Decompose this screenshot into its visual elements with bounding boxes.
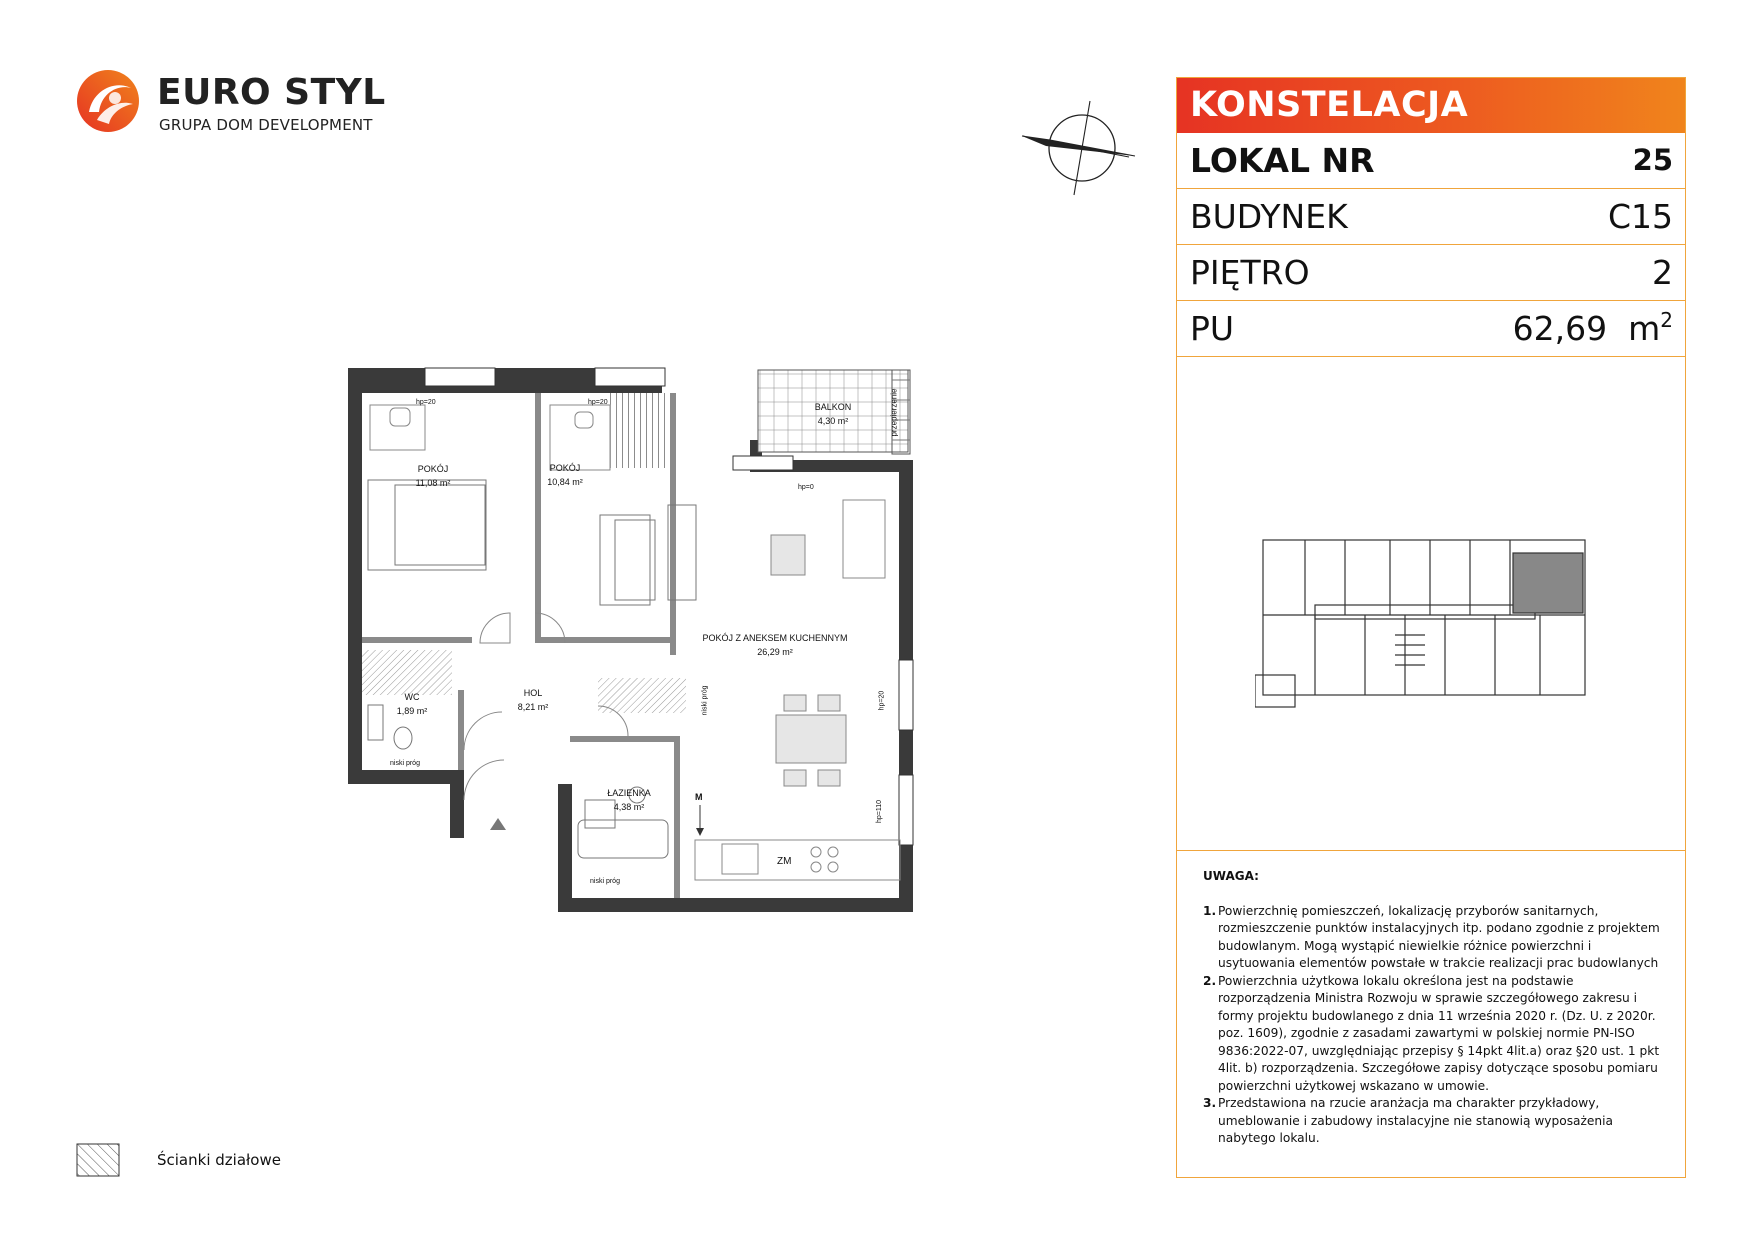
- row-label: BUDYNEK: [1190, 197, 1348, 236]
- room-name: ŁAZIENKA: [607, 788, 651, 798]
- floor-row: [1177, 245, 1685, 301]
- note-text: Powierzchnię pomieszczeń, lokalizację przyborów sanitarnych, rozmieszczenie punktów instalacyjnych itp. podano zgodnie z projektem budowlanym. Mogą wystąpić niewielkie różnice powierzchni i usytuowania elementów powstałe w trakcie realizacji prac budowlanych: [1218, 903, 1660, 970]
- partition-wall-swatch: [76, 1143, 120, 1177]
- note-number: 2.: [1203, 973, 1217, 988]
- project-title: KONSTELACJA: [1177, 78, 1685, 133]
- sill-height-label: hp=20: [588, 399, 608, 406]
- notes: [1203, 868, 1663, 1148]
- room-name: HOL: [523, 688, 543, 698]
- floor-plan: [340, 360, 940, 920]
- room-label: [387, 691, 437, 718]
- building-key-plan: [1255, 535, 1597, 710]
- note-number: 1.: [1203, 903, 1217, 918]
- m-mark-label: M: [695, 792, 703, 802]
- usable-area-row: [1177, 301, 1685, 357]
- row-label: PU: [1190, 309, 1235, 348]
- room-area: 1,89 m²: [396, 705, 428, 716]
- sill-height-label: hp=110: [876, 799, 884, 824]
- room-name: WC: [404, 692, 420, 702]
- area-value: 62,69: [1512, 309, 1608, 348]
- room-area: 26,29 m²: [757, 646, 793, 657]
- note-item: [1203, 903, 1663, 973]
- brand-logo: [75, 68, 395, 138]
- room-label: [594, 787, 664, 814]
- note-item: [1203, 1095, 1663, 1148]
- row-value: 2: [1652, 253, 1673, 292]
- room-label: [685, 632, 865, 659]
- low-sill-label: niski próg: [590, 878, 620, 885]
- brand-name: EURO STYL: [157, 72, 386, 113]
- note-text: Powierzchnia użytkowa lokalu określona jest na podstawie rozporządzenia Ministra Rozwoju w sprawie szczegółowego zakresu i formy projektu budowlanego z dnia 11 września 2020 r. (Dz. U. z 2020r. poz. 1609), zgodnie z zasadami zawartymi w polskiej normie PN-ISO 9836:2022-07, uwzględniając przepisy § 14pkt 4lit.a) oraz §20 ust. 1 pkt 4lit. b) rozporządzenia. Szczegółowe zapisy dotyczące sposobu pomiaru powierzchni użytkowej wskazano w umowie.: [1218, 973, 1660, 1093]
- room-label: [530, 462, 600, 489]
- brand-subtitle: GRUPA DOM DEVELOPMENT: [159, 116, 373, 134]
- room-label: [503, 687, 563, 714]
- room-name: POKÓJ Z ANEKSEM KUCHENNYM: [702, 633, 848, 643]
- room-area: 4,38 m²: [613, 801, 645, 812]
- partition-label: przepierzenie: [889, 388, 899, 437]
- water-meter-label: ZM: [777, 856, 792, 867]
- low-sill-label: niski próg: [390, 760, 420, 767]
- room-area: 10,84 m²: [547, 476, 583, 487]
- row-value: C15: [1607, 197, 1673, 236]
- room-area: 4,30 m²: [817, 415, 849, 426]
- row-label: LOKAL NR: [1190, 141, 1375, 180]
- legend-label: Ścianki działowe: [157, 1151, 281, 1169]
- room-name: POKÓJ: [417, 464, 449, 474]
- apartment-number-row: [1177, 133, 1685, 189]
- north-arrow-icon: [1020, 98, 1145, 198]
- row-value: [1513, 301, 1673, 356]
- notes-divider: [1177, 850, 1685, 851]
- building-row: [1177, 189, 1685, 245]
- row-value: 25: [1632, 143, 1673, 177]
- room-label: [798, 401, 868, 428]
- row-label: PIĘTRO: [1190, 253, 1310, 292]
- room-name: BALKON: [814, 402, 852, 412]
- note-text: Przedstawiona na rzucie aranżacja ma charakter przykładowy, umeblowanie i zabudowy instalacyjne nie stanowią wyposażenia nabytego lokalu.: [1218, 1096, 1614, 1145]
- sill-height-label: hp=20: [878, 690, 886, 711]
- notes-title: UWAGA:: [1203, 869, 1259, 883]
- area-unit: m: [1628, 309, 1661, 348]
- eurostyl-flame-logo-icon: [75, 68, 141, 134]
- room-area: 8,21 m²: [517, 701, 549, 712]
- area-unit-sup: 2: [1660, 308, 1673, 332]
- low-sill-label: niski próg: [701, 685, 709, 716]
- room-area: 11,08 m²: [415, 477, 451, 488]
- sill-height-label: hp=20: [416, 399, 436, 406]
- note-number: 3.: [1203, 1096, 1217, 1110]
- room-name: POKÓJ: [549, 463, 581, 473]
- note-item: [1203, 973, 1663, 1096]
- sill-height-label: hp=0: [798, 484, 814, 491]
- room-label: [393, 463, 473, 490]
